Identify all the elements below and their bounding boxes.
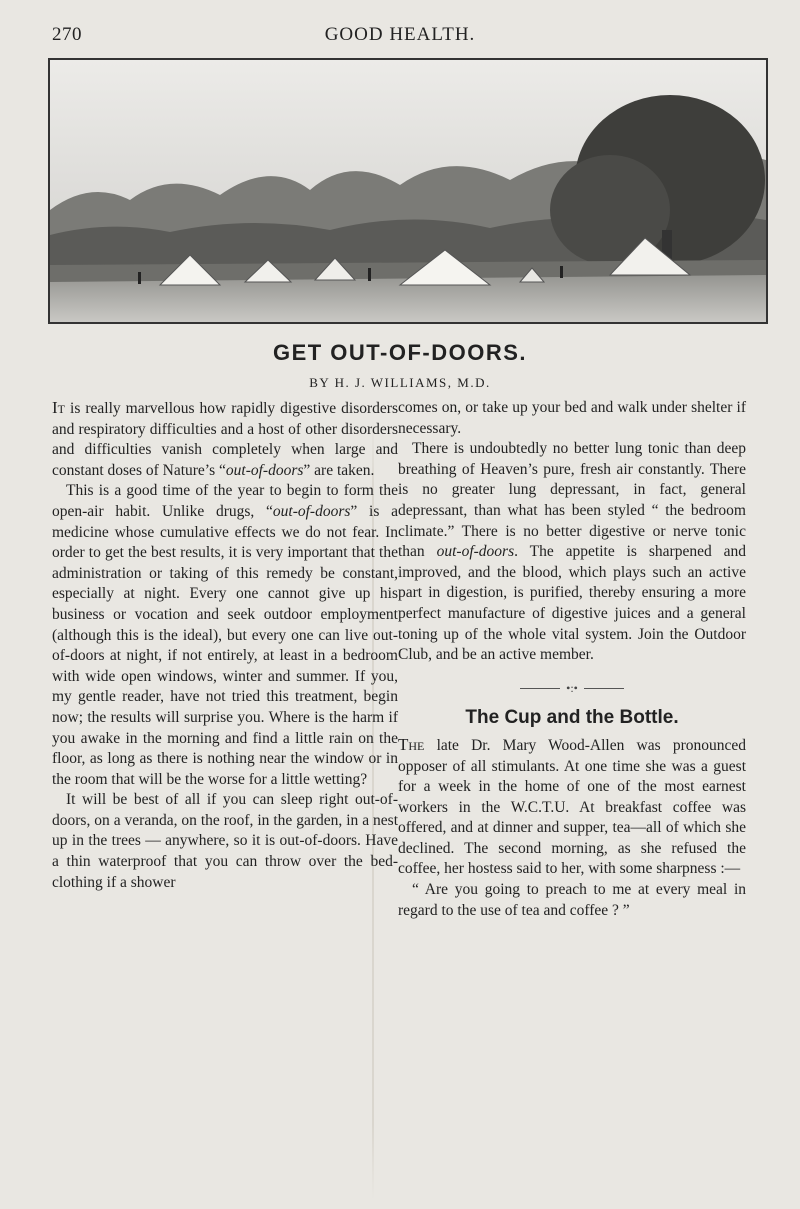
paragraph: comes on, or take up your bed and walk under shelter if necessary. [398, 399, 746, 437]
section-divider: •:• [398, 678, 746, 699]
paragraph: The late Dr. Mary Wood-Allen was pronounced opposer of all stimulants. At one time she was a guest for a week in the home of one of the most earnest workers in the W.C.T.U. At breakfast coffee was offered, and at dinner and supper, tea—all of which she declined. The second morning, as she refused the coffee, her hostess said to her, with some sharpness :— [398, 734, 746, 878]
opening-word: The [398, 734, 425, 754]
journal-title: GOOD HEALTH. [324, 24, 476, 45]
article-byline: BY H. J. WILLIAMS, M.D. [309, 375, 491, 390]
left-column [52, 398, 398, 893]
paragraph: It is really marvellous how rapidly digestive disorders and respiratory difficulties and a host of other disorders and difficulties vanish completely when large and constant doses of Nature’s “out-of-doors” are taken. [52, 398, 398, 479]
photo-tents-in-field [48, 58, 768, 324]
tents-in-field-photo [50, 60, 766, 322]
opening-word: It [52, 398, 65, 417]
paragraph: “ Are you going to preach to me at every meal in regard to the use of tea and coffee ? ” [398, 881, 746, 919]
paragraph: It will be best of all if you can sleep right out-of-doors, on a veranda, on the roof, in the garden, in a nest up in the trees — anywhere, so it is out-of-doors. Have a thin waterproof that you can throw over the bed-clothing if a shower [52, 791, 398, 891]
paragraph: This is a good time of the year to begin to form the open-air habit. Unlike drugs, “out-of-doors” is a medicine whose cumulative effects we do not fear. In order to get the best results, it is very important that the administration or taking of this remedy be constant, especially at night. Every one cannot give up his business or vocation and seek outdoor employment (although this is the ideal), but every one can live out-of-doors at night, if not entirely, at least in a bedroom with wide open windows, winter and summer. If you, my gentle reader, have not tried this treatment, begin now; the results will surprise you. Where is the harm if you awake in the morning and find a little rain on the floor, as long as there is nothing near the window or in the room that will be the worse for a little wetting? [52, 482, 398, 788]
running-head [0, 20, 800, 50]
second-article-title: The Cup and the Bottle. [465, 707, 679, 729]
right-column [398, 398, 746, 921]
article-title: GET OUT-OF-DOORS. [272, 340, 528, 365]
paragraph: There is undoubtedly no better lung tonic than deep breathing of Heaven’s pure, fresh air constantly. There is no greater lung depressant, in fact, general depressant, than what has been styled “ the bedroom climate.” There is no better digestive or nerve tonic than out-of-doors. The appetite is sharpened and improved, and the blood, which plays such an active part in digestion, is purified, thereby ensuring a more perfect manufacture of digestive juices and a general toning up of the whole vital system. Join the Outdoor Club, and be an active member. [398, 440, 746, 664]
page-number: 270 [52, 24, 82, 45]
